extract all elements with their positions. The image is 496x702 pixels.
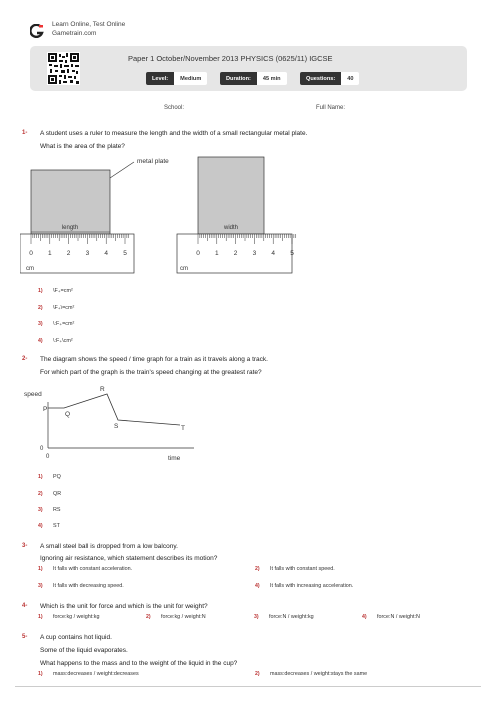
full-name-field: Full Name: bbox=[316, 105, 346, 111]
option-number[interactable]: 3) bbox=[38, 583, 43, 589]
option-text[interactable]: It falls with constant acceleration. bbox=[53, 566, 133, 572]
ruler-tick-label: 3 bbox=[252, 250, 257, 257]
option-text[interactable]: mass:decreases / weight:stays the same bbox=[270, 671, 368, 677]
ruler-tick-label: 0 bbox=[29, 250, 33, 257]
option-number[interactable]: 1) bbox=[38, 614, 43, 620]
questions-badge bbox=[300, 72, 359, 85]
right-ruler-unit: cm bbox=[180, 266, 188, 272]
q4-number: 4- bbox=[22, 603, 28, 609]
length-label: length bbox=[61, 225, 79, 231]
option-number[interactable]: 2) bbox=[38, 305, 43, 311]
level-value: Medium bbox=[174, 72, 207, 85]
duration-value: 45 min bbox=[257, 72, 287, 85]
point-r-label: R bbox=[100, 386, 105, 393]
ruler-tick-label: 1 bbox=[214, 250, 219, 257]
level-label: Level: bbox=[146, 72, 174, 85]
option-number[interactable]: 1) bbox=[38, 474, 43, 480]
q1-ruler-figure bbox=[20, 152, 320, 276]
q5-text-line2: Some of the liquid evaporates. bbox=[40, 647, 128, 654]
option-number[interactable]: 1) bbox=[38, 566, 43, 572]
q2-speed-time-graph bbox=[22, 382, 202, 466]
point-q-label: Q bbox=[65, 411, 71, 418]
questions-value: 40 bbox=[341, 72, 359, 85]
level-badge bbox=[146, 72, 207, 85]
paper-title: Paper 1 October/November 2013 PHYSICS (0625/11) IGCSE bbox=[128, 54, 333, 63]
option-text[interactable]: It falls with decreasing speed. bbox=[53, 583, 124, 589]
option-number[interactable]: 3) bbox=[254, 614, 259, 620]
q5-number: 5- bbox=[22, 634, 28, 640]
ruler-tick-label: 2 bbox=[233, 250, 238, 257]
option-text[interactable]: \F₊=cm² bbox=[53, 288, 73, 294]
option-text[interactable]: RS bbox=[53, 507, 61, 513]
option-number[interactable]: 2) bbox=[146, 614, 151, 620]
q5-text-line3: What happens to the mass and to the weight of the liquid in the cup? bbox=[40, 660, 238, 667]
q3-text-line2: Ignoring air resistance, which statement describes its motion? bbox=[40, 555, 218, 562]
duration-badge bbox=[220, 72, 287, 85]
ruler-tick-label: 5 bbox=[290, 250, 294, 257]
q4-text-line1: Which is the unit for force and which is the unit for weight? bbox=[40, 603, 208, 610]
metal-plate-label: metal plate bbox=[137, 158, 169, 165]
option-number[interactable]: 4) bbox=[255, 583, 260, 589]
ruler-tick-label: 0 bbox=[196, 250, 200, 257]
option-text[interactable]: force:kg / weight:kg bbox=[53, 614, 100, 620]
duration-label: Duration: bbox=[220, 72, 257, 85]
option-text[interactable]: It falls with increasing acceleration. bbox=[270, 583, 354, 589]
option-text[interactable]: \F₊\=cm² bbox=[53, 305, 75, 311]
gametrain-logo-icon bbox=[30, 24, 44, 38]
option-number[interactable]: 3) bbox=[38, 507, 43, 513]
q2-text-line1: The diagram shows the speed / time graph for a train as it travels along a track. bbox=[40, 356, 268, 363]
q1-number: 1- bbox=[22, 130, 28, 136]
graph-origin-x: 0 bbox=[46, 454, 50, 460]
q3-text-line1: A small steel ball is dropped from a low balcony. bbox=[40, 543, 178, 550]
option-text[interactable]: It falls with constant speed. bbox=[270, 566, 335, 572]
page-divider bbox=[15, 686, 481, 687]
brand-site: Gametrain.com bbox=[52, 30, 97, 37]
option-number[interactable]: 4) bbox=[38, 523, 43, 529]
option-text[interactable]: force:N / weight:N bbox=[377, 614, 420, 620]
option-text[interactable]: \:F₊=cm² bbox=[53, 321, 75, 327]
q2-text-line2: For which part of the graph is the train's speed changing at the greatest rate? bbox=[40, 369, 262, 376]
option-number[interactable]: 3) bbox=[38, 321, 43, 327]
questions-label: Questions: bbox=[300, 72, 341, 85]
point-t-label: T bbox=[181, 425, 185, 432]
option-text[interactable]: PQ bbox=[53, 474, 61, 480]
point-s-label: S bbox=[114, 423, 119, 430]
option-text[interactable]: force:kg / weight:N bbox=[161, 614, 206, 620]
option-text[interactable]: ST bbox=[53, 523, 60, 529]
left-ruler-unit: cm bbox=[26, 266, 34, 272]
q3-number: 3- bbox=[22, 543, 28, 549]
option-number[interactable]: 4) bbox=[362, 614, 367, 620]
option-number[interactable]: 1) bbox=[38, 671, 43, 677]
width-label: width bbox=[223, 225, 239, 231]
q1-text-line1: A student uses a ruler to measure the length and the width of a small rectangular metal plate. bbox=[40, 130, 308, 137]
option-text[interactable]: QR bbox=[53, 491, 62, 497]
option-number[interactable]: 4) bbox=[38, 338, 43, 344]
ruler-tick-label: 5 bbox=[123, 250, 127, 257]
option-text[interactable]: \:F₊\cm² bbox=[53, 338, 73, 344]
graph-y-label: speed bbox=[24, 391, 42, 398]
ruler-tick-label: 2 bbox=[66, 250, 71, 257]
option-number[interactable]: 1) bbox=[38, 288, 43, 294]
option-text[interactable]: force:N / weight:kg bbox=[269, 614, 314, 620]
graph-line bbox=[48, 394, 180, 425]
q2-number: 2- bbox=[22, 356, 28, 362]
q5-text-line1: A cup contains hot liquid. bbox=[40, 634, 112, 641]
ruler-tick-label: 1 bbox=[47, 250, 52, 257]
ruler-tick-label: 3 bbox=[85, 250, 90, 257]
option-text[interactable]: mass:decreases / weight:decreases bbox=[53, 671, 139, 677]
q1-text-line2: What is the area of the plate? bbox=[40, 143, 125, 150]
graph-x-label: time bbox=[168, 455, 181, 462]
point-p-label: P bbox=[43, 406, 48, 413]
qr-code-icon bbox=[47, 52, 80, 85]
graph-origin-y: 0 bbox=[40, 446, 44, 452]
option-number[interactable]: 2) bbox=[255, 671, 260, 677]
brand-tagline: Learn Online, Test Online bbox=[52, 21, 126, 28]
school-field: School: bbox=[164, 105, 185, 111]
option-number[interactable]: 2) bbox=[38, 491, 43, 497]
ruler-tick-label: 4 bbox=[104, 250, 109, 257]
option-number[interactable]: 2) bbox=[255, 566, 260, 572]
ruler-tick-label: 4 bbox=[271, 250, 276, 257]
